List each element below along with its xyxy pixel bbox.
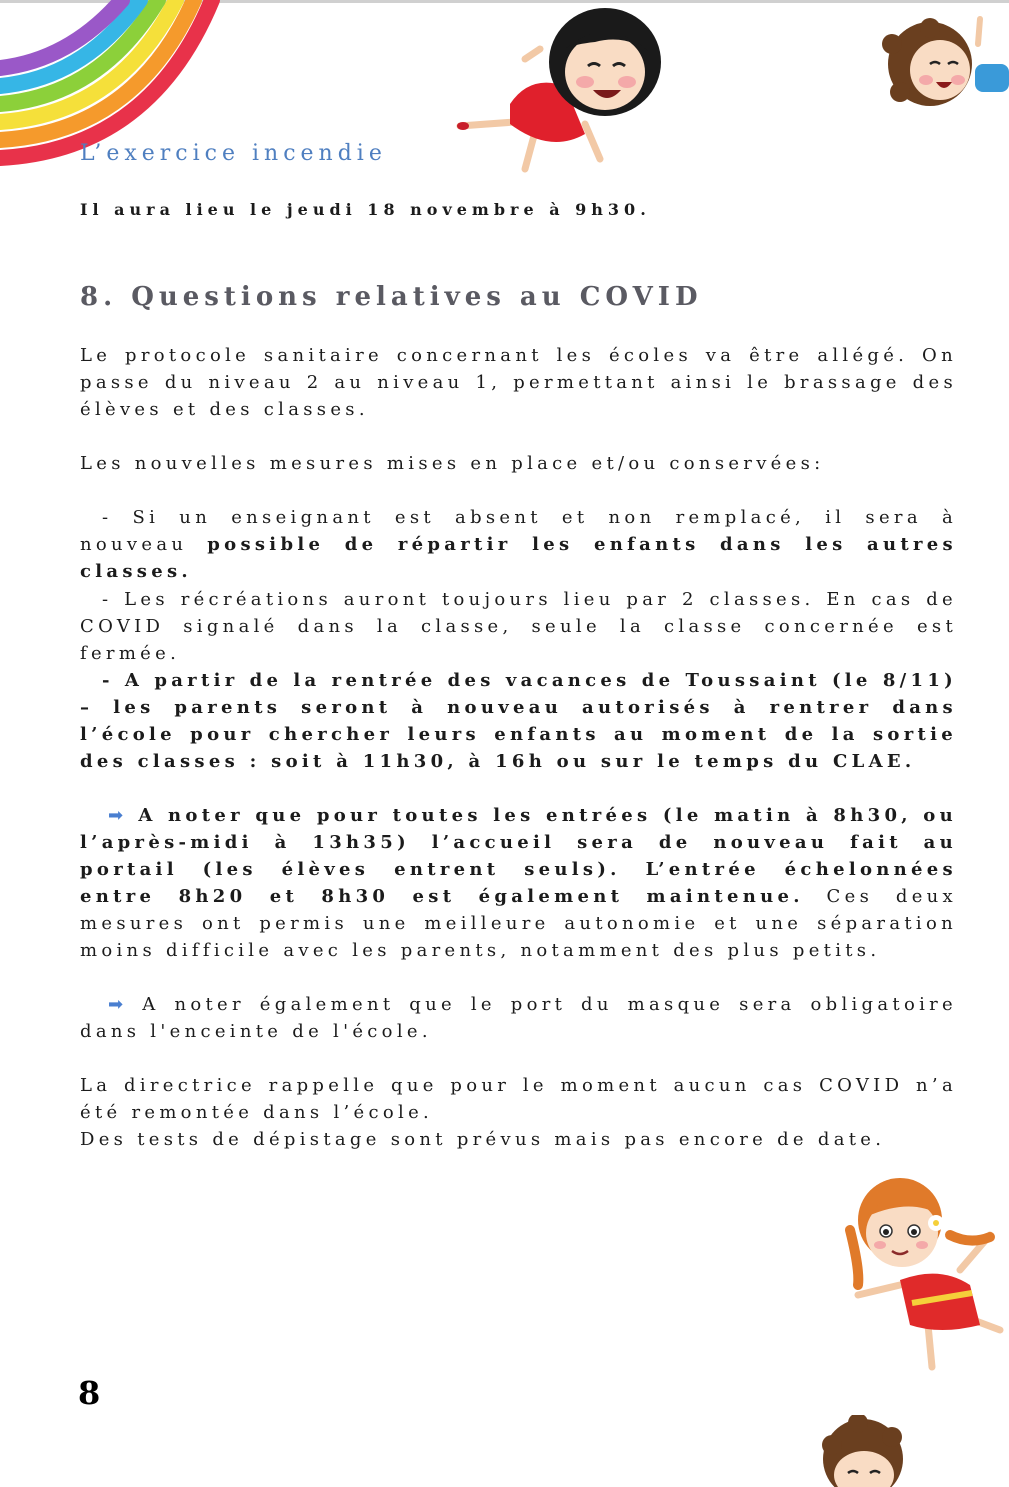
note-entries-bold: A noter que pour toutes les entrées (le matin à 8h30, ou l’après-midi à 13h35) l’accueil sera de nouveau fait au portail (les élèves entrent seuls). L’entrée échelonnées entre 8h20 et 8h30 est également maintenue. [80,805,957,907]
measures-intro: Les nouvelles mesures mises en place et/ou conservées: [80,453,825,474]
protocol-paragraph: Le protocole sanitaire concernant les écoles va être allégé. On passe du niveau 2 au niveau 1, permettant ainsi le brassage des élèves et des classes. [80,345,957,420]
measure-item-text: - Si un enseignant est absent et non remplacé, il sera à nouveau [80,507,957,555]
brown-hair-child-illustration [818,1415,913,1487]
girl-black-hair-illustration [455,4,670,179]
measure-item-parents: - A partir de la rentrée des vacances de Toussaint (le 8/11) – les parents seront à nouveau autorisés à rentrer dans l’école pour chercher leurs enfants au moment de la sortie des classes : soit à 11h30, à 16h ou sur le temps du CLAE. [80,670,957,772]
note-entries-rest: Ces deux mesures ont permis une meilleure autonomie et une séparation moins difficile avec les parents, notamment des plus petits. [80,886,957,961]
note-entries [80,802,957,964]
curly-hair-child-illustration [880,14,1009,114]
ginger-girl-illustration [840,1175,1009,1375]
section-heading: 8. Questions relatives au COVID [80,282,703,312]
tests-paragraph: Des tests de dépistage sont prévus mais pas encore de date. [80,1129,886,1150]
measure-item-bold: possible de répartir les enfants dans les autres classes. [80,534,957,582]
note-mask [80,991,957,1045]
arrow-right-icon: ➡ [108,994,128,1015]
note-mask-text: A noter également que le port du masque sera obligatoire dans l'enceinte de l'école. [80,994,957,1042]
arrow-right-icon: ➡ [108,805,128,826]
fire-drill-date: Il aura lieu le jeudi 18 novembre à 9h30. [80,200,651,219]
page-number: 8 [78,1374,101,1412]
measure-item-recess: - Les récréations auront toujours lieu par 2 classes. En cas de COVID signalé dans la classe, seule la classe concernée est fermée. [80,589,957,664]
fire-drill-subtitle: L’exercice incendie [80,141,387,166]
measure-item-teacher-absent [80,504,957,585]
director-paragraph: La directrice rappelle que pour le moment aucun cas COVID n’a été remontée dans l’école. [80,1075,957,1123]
